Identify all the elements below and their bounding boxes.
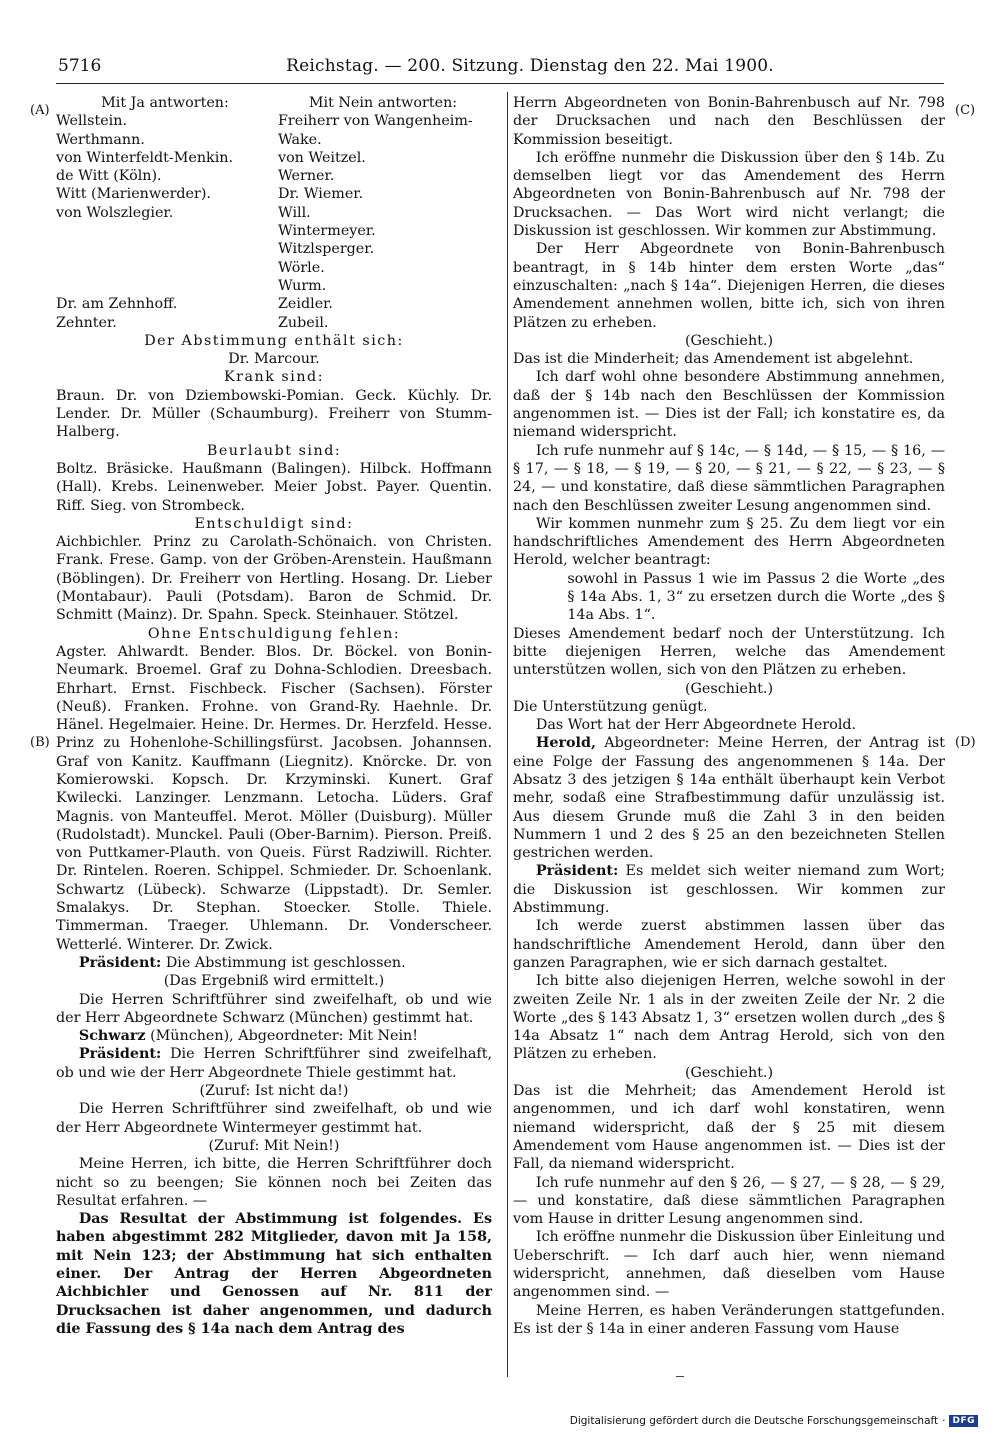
paragraph: Ich rufe nunmehr auf § 14c, — § 14d, — § 15, — § 16, — § 17, — § 18, — § 19, — § 20, — § 21, — § 22, — § 23, — § 24, — und konstatire, daß diese sämmtlichen Paragraphen nach den Beschlüssen zweiter Lesung angenommen sind.	[513, 442, 945, 514]
paragraph: Die Herren Schriftführer sind zweifelhaft, ob und wie der Herr Abgeordnete Wintermeyer gestimmt hat.	[56, 1101, 492, 1136]
yes-header: Mit Ja antworten:	[101, 95, 229, 111]
page-number: 5716	[58, 56, 102, 76]
speaker-statement	[513, 734, 945, 862]
margin-mark-d: (D)	[955, 735, 976, 750]
margin-mark-b: (B)	[30, 735, 50, 750]
yes-voter	[56, 259, 274, 277]
paragraph: Ich darf wohl ohne besondere Abstimmung annehmen, daß der § 14b nach den Beschlüssen der Kommission angenommen ist. — Dies ist der Fall; ich konstatire es, da niemand widerspricht.	[513, 369, 945, 441]
paragraph: Das Wort hat der Herr Abgeordnete Herold.	[535, 717, 857, 734]
statement-text: Die Herren Schriftführer sind zweifelhaft, ob und wie der Herr Abgeordnete Thiele gestimmt hat.	[56, 1046, 492, 1081]
president-statement-2	[56, 1045, 492, 1082]
yes-voter	[56, 277, 274, 295]
left-column	[56, 94, 492, 1338]
unexcused-heading: Ohne Entschuldigung fehlen:	[147, 625, 401, 642]
paragraph: Meine Herren, es haben Veränderungen stattgefunden. Es ist der § 14a in einer anderen Fassung vom Hause	[513, 1302, 945, 1337]
yes-voter: de Witt (Köln).	[56, 168, 162, 185]
no-voter: Zeidler.	[278, 296, 333, 313]
stage-note: (Geschieht.)	[684, 680, 774, 697]
speaker-label: Herold,	[535, 735, 596, 752]
vote-table	[56, 94, 492, 332]
yes-voter: Werthmann.	[56, 131, 145, 148]
footer	[570, 1415, 978, 1427]
paragraph: Meine Herren, ich bitte, die Herren Schriftführer doch nicht so zu beengen; Sie können noch bei Zeiten das Resultat erfahren. —	[56, 1156, 492, 1209]
stage-note: (Zuruf: Mit Nein!)	[208, 1137, 340, 1154]
abstention-name: Dr. Marcour.	[228, 351, 320, 368]
no-voter: Wörle.	[278, 259, 325, 276]
paragraph: Die Herren Schriftführer sind zweifelhaft, ob und wie der Herr Abgeordnete Schwarz (München) gestimmt hat.	[56, 991, 492, 1026]
unexcused-list: Agster. Ahlwardt. Bender. Blos. Dr. Böckel. von Bonin-Neumark. Broemel. Graf zu Dohna-Schlodien. Dreesbach. Ehrhart. Ernst. Fischbeck. Fischer (Sachsen). Förster (Neuß). Franken. Frohne. von Grand-Ry. Haehnle. Dr. Hänel. Hegelmaier. Heine. Dr. Hermes. Dr. Herzfeld. Hesse. Prinz zu Hohenlohe-Schillingsfürst. Jacobsen. Johannsen. Graf von Kanitz. Kauffmann (Liegnitz). Knörcke. Dr. von Komierowski. Kopsch. Dr. Krzyminski. Kunert. Graf Kwilecki. Lanzinger. Lenzmann. Letocha. Lüders. Graf Magnis. von Manteuffel. Merot. Möller (Duisburg). Müller (Rudolstadt). Munckel. Pauli (Ober-Barnim). Pierson. Preiß. von Puttkamer-Plauth. von Queis. Fürst Radziwill. Richter. Dr. Rintelen. Roeren. Schippel. Schmieder. Dr. Schoenlank. Schwartz (Lübeck). Schwarze (Lippstadt). Dr. Semler. Smalakys. Dr. Stephan. Stoecker. Stolle. Thiele. Timmerman. Traeger. Uhlemann. Dr. Vonderscheer. Wetterlé. Winterer. Dr. Zwick.	[56, 643, 492, 953]
speaker-label: Präsident:	[535, 863, 619, 880]
stage-note: (Geschieht.)	[684, 1064, 774, 1081]
excused-list: Aichbichler. Prinz zu Carolath-Schönaich. von Christen. Frank. Frese. Gamp. von der Gröben-Arenstein. Haußmann (Böblingen). Dr. Freiherr von Hertling. Hosang. Dr. Lieber (Montabaur). Pauli (Potsdam). Baron de Schmid. Dr. Schmitt (Mainz). Dr. Spahn. Speck. Steinhauer. Stötzel.	[56, 534, 492, 624]
yes-voter	[56, 240, 274, 258]
no-voter: Freiherr von Wangenheim-	[278, 113, 473, 130]
no-voter: Wintermeyer.	[278, 223, 376, 240]
no-voter: Zubeil.	[278, 314, 329, 331]
header-rule	[56, 83, 944, 84]
paragraph: Das ist die Minderheit; das Amendement ist abgelehnt.	[513, 351, 914, 368]
page-mark	[676, 1376, 684, 1377]
president-statement-3	[513, 862, 945, 917]
yes-voter: Witt (Marienwerder).	[56, 186, 211, 203]
paragraph: Ich eröffne nunmehr die Diskussion über Einleitung und Ueberschrift. — Ich darf auch hier, wenn niemand widerspricht, annehmen, daß dieselben vom Hause angenommen sind. —	[513, 1229, 945, 1301]
excused-heading: Entschuldigt sind:	[194, 515, 354, 532]
footer-bullet: ·	[942, 1415, 946, 1427]
margin-mark-a: (A)	[30, 103, 50, 118]
dfg-logo: DFG	[949, 1415, 978, 1427]
speaker-statement	[56, 1027, 492, 1045]
paragraph: Ich bitte also diejenigen Herren, welche sowohl in der zweiten Zeile Nr. 1 als in der zweiten Zeile der Nr. 2 die Worte „des § 143 Absatz 1, 3“ ersetzen wollen durch „des § 14a Absatz 1“ nach dem Antrag Herold, sich von den Plätzen zu erheben.	[513, 973, 945, 1063]
no-voter: Werner.	[278, 168, 335, 185]
sick-heading: Krank sind:	[223, 369, 325, 386]
abstention-heading: Der Abstimmung enthält sich:	[144, 332, 404, 349]
paragraph: Der Herr Abgeordnete von Bonin-Bahrenbusch beantragt, in § 14b hinter dem ersten Worte „das“ einzuschalten: „nach § 14a“. Diejenigen Herren, die dieses Amendement annehmen wollen, bitte ich, sich von ihren Plätzen zu erheben.	[513, 241, 945, 331]
paragraph: Ich werde zuerst abstimmen lassen über das handschriftliche Amendement Herold, dann über den ganzen Paragraphen, wie er sich darnach gestaltet.	[513, 918, 945, 971]
yes-voter	[56, 222, 274, 240]
paragraph: Dieses Amendement bedarf noch der Unterstützung. Ich bitte diejenigen Herren, welche das Amendement unterstützen wollen, sich von den Plätzen zu erheben.	[513, 625, 945, 679]
paragraph: Das ist die Mehrheit; das Amendement Herold ist angenommen, und ich darf wohl konstatiren, wenn niemand widerspricht, daß der § 25 mit diesem Amendement vom Hause angenommen ist. — Dies ist der Fall, da niemand widerspricht.	[513, 1083, 945, 1173]
president-statement-1	[56, 954, 492, 972]
speaker-label: Präsident:	[78, 954, 162, 971]
sick-list: Braun. Dr. von Dziembowski-Pomian. Geck. Küchly. Dr. Lender. Dr. Müller (Schaumburg). Freiherr von Stumm-Halberg.	[56, 387, 492, 441]
footer-credit: Digitalisierung gefördert durch die Deutsche Forschungsgemeinschaft	[569, 1415, 939, 1427]
yes-voter: Wellstein.	[56, 113, 128, 130]
statement-text: Abgeordneter: Meine Herren, der Antrag ist eine Folge der Fassung des angenommenen § 14a. Der Absatz 3 des jetzigen § 14a enthält überhaupt kein Verbot mehr, sodaß eine Strafbestimmung dafür unzulässig ist. Aus diesem Grunde muß die Zahl 3 in den beiden Nummern 1 und 2 des § 25 an den bezeichneten Stellen gestrichen werden.	[513, 735, 945, 862]
quoted-amendment: sowohl in Passus 1 wie im Passus 2 die Worte „des § 14a Abs. 1, 3“ zu ersetzen durch die Worte „des § 14a Abs. 1“.	[567, 570, 945, 624]
yes-voter: von Winterfeldt-Menkin.	[56, 149, 234, 166]
yes-voter: Zehnter.	[56, 314, 117, 331]
no-voter: von Weitzel.	[278, 149, 366, 166]
leave-list: Boltz. Bräsicke. Haußmann (Balingen). Hilbck. Hoffmann (Hall). Krebs. Leinenweber. Meier Jobst. Payer. Quentin. Riff. Sieg. von Strombeck.	[56, 460, 492, 514]
yes-voter: von Wolszlegier.	[56, 204, 174, 221]
stage-note: (Das Ergebniß wird ermittelt.)	[163, 973, 385, 990]
paragraph: Die Unterstützung genügt.	[513, 698, 708, 715]
paragraph: Ich rufe nunmehr auf den § 26, — § 27, — § 28, — § 29, — und konstatire, daß diese sämmtlichen Paragraphen vom Hause in dritter Lesung angenommen sind.	[513, 1174, 945, 1228]
paragraph: Wir kommen nunmehr zum § 25. Zu dem liegt vor ein handschriftliches Amendement des Herrn Abgeordneten Herold, welcher beantragt:	[513, 515, 945, 569]
stage-note: (Zuruf: Ist nicht da!)	[199, 1083, 349, 1100]
leave-heading: Beurlaubt sind:	[206, 442, 342, 459]
no-voter: Dr. Wiemer.	[278, 186, 364, 203]
result-paragraph: Das Resultat der Abstimmung ist folgendes. Es haben abgestimmt 282 Mitglieder, davon mit Ja 158, mit Nein 123; der Abstimmung hat sich enthalten einer. Der Antrag der Herren Abgeordneten Aichbichler und Genossen auf Nr. 811 der Drucksachen ist daher angenommen, und dadurch die Fassung des § 14a nach dem Antrag des	[56, 1211, 492, 1337]
right-column	[513, 94, 945, 1338]
page-title: Reichstag. — 200. Sitzung. Dienstag den 22. Mai 1900.	[286, 56, 774, 76]
speaker-label: Schwarz	[78, 1028, 146, 1045]
no-voter: Will.	[278, 204, 311, 221]
statement-text: Die Abstimmung ist geschlossen.	[161, 954, 406, 971]
paragraph: Ich eröffne nunmehr die Diskussion über den § 14b. Zu demselben liegt vor das Amendement des Herrn Abgeordneten von Bonin-Bahrenbusch auf Nr. 798 der Drucksachen. — Das Wort wird nicht verlangt; die Diskussion ist geschlossen. Wir kommen zur Abstimmung.	[513, 149, 945, 240]
speaker-label: Präsident:	[78, 1046, 162, 1063]
page-header	[58, 56, 942, 80]
no-header: Mit Nein antworten:	[308, 95, 458, 111]
margin-mark-c: (C)	[955, 103, 976, 118]
stage-note: (Geschieht.)	[684, 332, 774, 349]
no-voter: Wurm.	[278, 277, 327, 294]
no-voter: Witzlsperger.	[278, 241, 375, 258]
paragraph: Herrn Abgeordneten von Bonin-Bahrenbusch auf Nr. 798 der Drucksachen und nach den Beschlüssen der Kommission beseitigt.	[513, 95, 945, 148]
yes-voter: Dr. am Zehnhoff.	[56, 296, 178, 313]
column-separator	[507, 92, 508, 1377]
statement-text: Es meldet sich weiter niemand zum Wort; die Diskussion ist geschlossen. Wir kommen zur Abstimmung.	[513, 863, 945, 917]
statement-text: (München), Abgeordneter: Mit Nein!	[145, 1028, 419, 1045]
no-voter: Wake.	[278, 131, 322, 148]
